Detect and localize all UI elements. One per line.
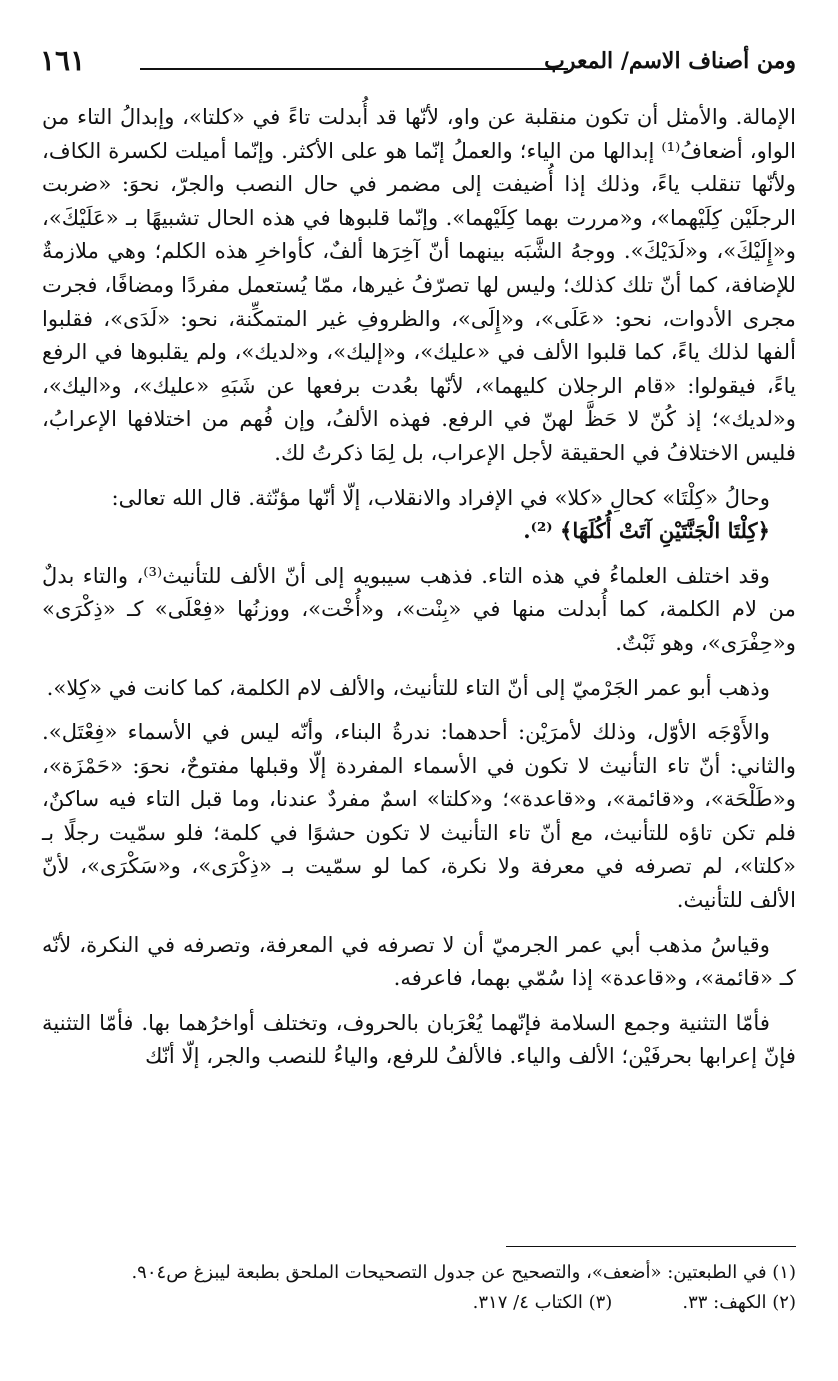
paragraph-2 bbox=[42, 481, 796, 548]
footnote-row bbox=[60, 1288, 796, 1318]
paragraph-4: وذهب أبو عمر الجَرْميّ إلى أنّ التاء للتأنيث، والألف لام الكلمة، كما كانت في «كِلا». bbox=[46, 674, 770, 700]
page-number: ١٦١ bbox=[40, 44, 86, 77]
paragraph-6: وقياسُ مذهب أبي عمر الجرميّ أن لا تصرفه في المعرفة، وتصرفه في النكرة، لأنّه كـ «قائمة»، و«قاعدة» إذا سُمّي بهما، فاعرفه. bbox=[42, 931, 796, 991]
footnote-3: (٣) الكتاب ٤/ ٣١٧. bbox=[472, 1292, 613, 1313]
footnote-rule bbox=[506, 1246, 796, 1247]
page-header bbox=[40, 44, 796, 84]
footnote-1: (١) في الطبعتين: «أضعف»، والتصحيح عن جدول التصحيحات الملحق بطبعة ليبزغ ص٩٠٤. bbox=[131, 1262, 796, 1283]
paragraph-5: والأَوْجَه الأوّل، وذلك لأمرَيْن: أحدهما: ندرةُ البناء، وأنّه ليس في الأسماء «فِعْتَل». والثاني: أنّ تاء التأنيث لا تكون في الأسماء المفردة إلّا وقبلها مفتوحٌ، نحوَ: «حَمْزَة»، و«طَلْحَة»، و«قائمة»، و«قاعدة»؛ و«كلتا» اسمٌ مفردٌ عندنا، وما قبل التاء فيه ساكنٌ، فلم تكن تاؤه للتأنيث، مع أنّ تاء التأنيث لا تكون حشوًا في كلمة؛ فلو سمّيت رجلًا بـ «كلتا»، لم تصرفه في معرفة ولا نكرة، كما لو سمّيت بـ «ذِكْرَى»، و«سَكْرَى»، لأنّ الألف للتأنيث. bbox=[42, 719, 796, 913]
paragraph-3: وقد اختلف العلماءُ في هذه التاء. فذهب سيبويه إلى أنّ الألف للتأنيث⁽³⁾، والتاء بدلٌ من لام الكلمة، كما أُبدلت منها في «بِنْت»، و«أُخْت»، ووزنُها «فِعْلَى» كـ «ذِكْرَى» و«حِفْرَى»، وهو ثَبْتٌ. bbox=[42, 562, 796, 655]
body-text bbox=[42, 100, 796, 1084]
paragraph-1: الإمالة. والأمثل أن تكون منقلبة عن واو، لأنّها قد أُبدلت تاءً في «كلتا»، وإبدالُ التاء من الواو، أضعافُ⁽¹⁾ إبدالها من الياء؛ والعملُ إنّما هو على الأكثر. وإنّما أميلت لكسرة الكاف، ولأنّها تنقلب ياءً، وذلك إذا أُضيفت إلى مضمر في حال النصب والجرّ، نحوَ: «ضربت الرجلَيْن كِلَيْهما»، و«مررت بهما كِلَيْهما». وإنّما قلبوها في هذه الحال تشبيهًا بـ «عَلَيْكَ»، و«إِلَيْكَ»، و«لَدَيْكَ». ووجهُ الشَّبَه بينهما أنّ آخِرَها ألفٌ، كأواخرِ هذه الكلم؛ وهي ملازمةٌ للإضافة، كما أنّ تلك كذلك؛ وليس لها تصرّفُ غيرها، ممّا يُستعمل مفردًا ومضافًا، فجرت مجرى الأدوات، نحو: «عَلَى»، و«إِلَى»، والظروفِ غير المتمكِّنة، نحو: «لَدَى»، فقلبوا ألفها لذلك ياءً، كما قلبوا الألف في «عليك»، و«إليك»، و«لديك»، ولم يقلبوها في الرفع ياءً، فيقولوا: «قام الرجلان كليهما»، لأنّها بعُدت برفعها عن شَبَهِ «عليك»، و«اليك»، و«لديك»؛ إذ كُنّ لا حَظَّ لهنّ في الرفع. فهذه الألفُ، وإن فُهم من اختلافها الإعرابُ، فليس الاختلافُ في الحقيقة لأجل الإعراب، بل لِمَا ذكرتُ لك. bbox=[42, 104, 797, 465]
header-rule bbox=[140, 68, 568, 70]
running-title: ومن أصناف الاسم/ المعرب bbox=[544, 48, 796, 74]
footnote-2: (٢) الكهف: ٣٣. bbox=[682, 1292, 796, 1313]
quran-verse: ﴿كِلْتَا الْجَنَّتَيْنِ آتَتْ أُكُلَهَا﴾ ⁽²⁾. bbox=[523, 518, 770, 544]
paragraph-7: فأمّا التثنية وجمع السلامة فإنّهما يُعْرَبان بالحروف، وتختلف أواخرُهما بها. فأمّا التثنية فإنّ إعرابها بحرفَيْن؛ الألف والياء. فالألفُ للرفع، والياءُ للنصب والجر، إلّا أنّك bbox=[42, 1009, 796, 1069]
paragraph-2-text: وحالُ «كِلْتَا» كحالِ «كلا» في الإفراد والانقلاب، إلّا أنّها مؤنّثة. قال الله تعالى: bbox=[111, 484, 770, 510]
footnotes bbox=[60, 1258, 796, 1318]
